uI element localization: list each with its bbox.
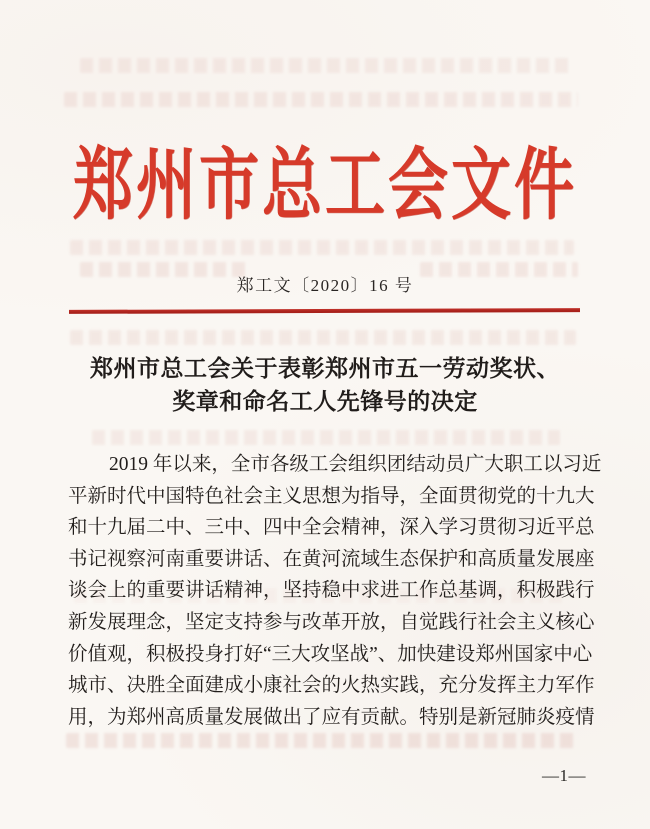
red-letterhead-title: 郑州市总工会文件 (73, 142, 577, 229)
bleedthrough-row (92, 430, 560, 445)
body-text-line: 2019 年以来，全市各级工会组织团结动员广大职工以习近 (108, 454, 602, 475)
body-text-line: 价值观，积极投身打好“三大攻坚战”、加快建设郑州国家中心 (68, 643, 593, 665)
body-text-line: 城市、决胜全面建成小康社会的火热实践，充分发挥主力军作 (68, 675, 595, 697)
body-text-line: 平新时代中国特色社会主义思想为指导，全面贯彻党的十九大 (68, 485, 595, 507)
document-reference-number: 郑工文〔2020〕16 号 (236, 276, 414, 295)
body-text-line: 新发展理念，坚定支持参与改革开放，自觉践行社会主义核心 (68, 611, 595, 633)
body-text-line: 书记视察河南重要讲话、在黄河流域生态保护和高质量发展座 (68, 548, 595, 570)
body-text-line: 用，为郑州高质量发展做出了应有贡献。特别是新冠肺炎疫情 (68, 706, 595, 728)
bleedthrough-row (66, 733, 578, 748)
body-paragraph (68, 449, 602, 733)
document-title-line: 奖章和命名工人先锋号的决定 (172, 389, 478, 414)
bleedthrough-row (70, 240, 574, 255)
red-separator-rule (69, 308, 580, 313)
bleedthrough-row (80, 58, 572, 73)
document-title-line: 郑州市总工会关于表彰郑州市五一劳动奖状、 (90, 356, 560, 381)
page-number: —1— (542, 766, 586, 785)
bleedthrough-row (70, 330, 576, 345)
body-text-line: 谈会上的重要讲话精神，坚持稳中求进工作总基调，积极践行 (68, 580, 595, 602)
bleedthrough-row (64, 92, 578, 107)
body-text-line: 和十九届二中、三中、四中全会精神，深入学习贯彻习近平总 (68, 517, 595, 539)
document-title (55, 352, 595, 418)
